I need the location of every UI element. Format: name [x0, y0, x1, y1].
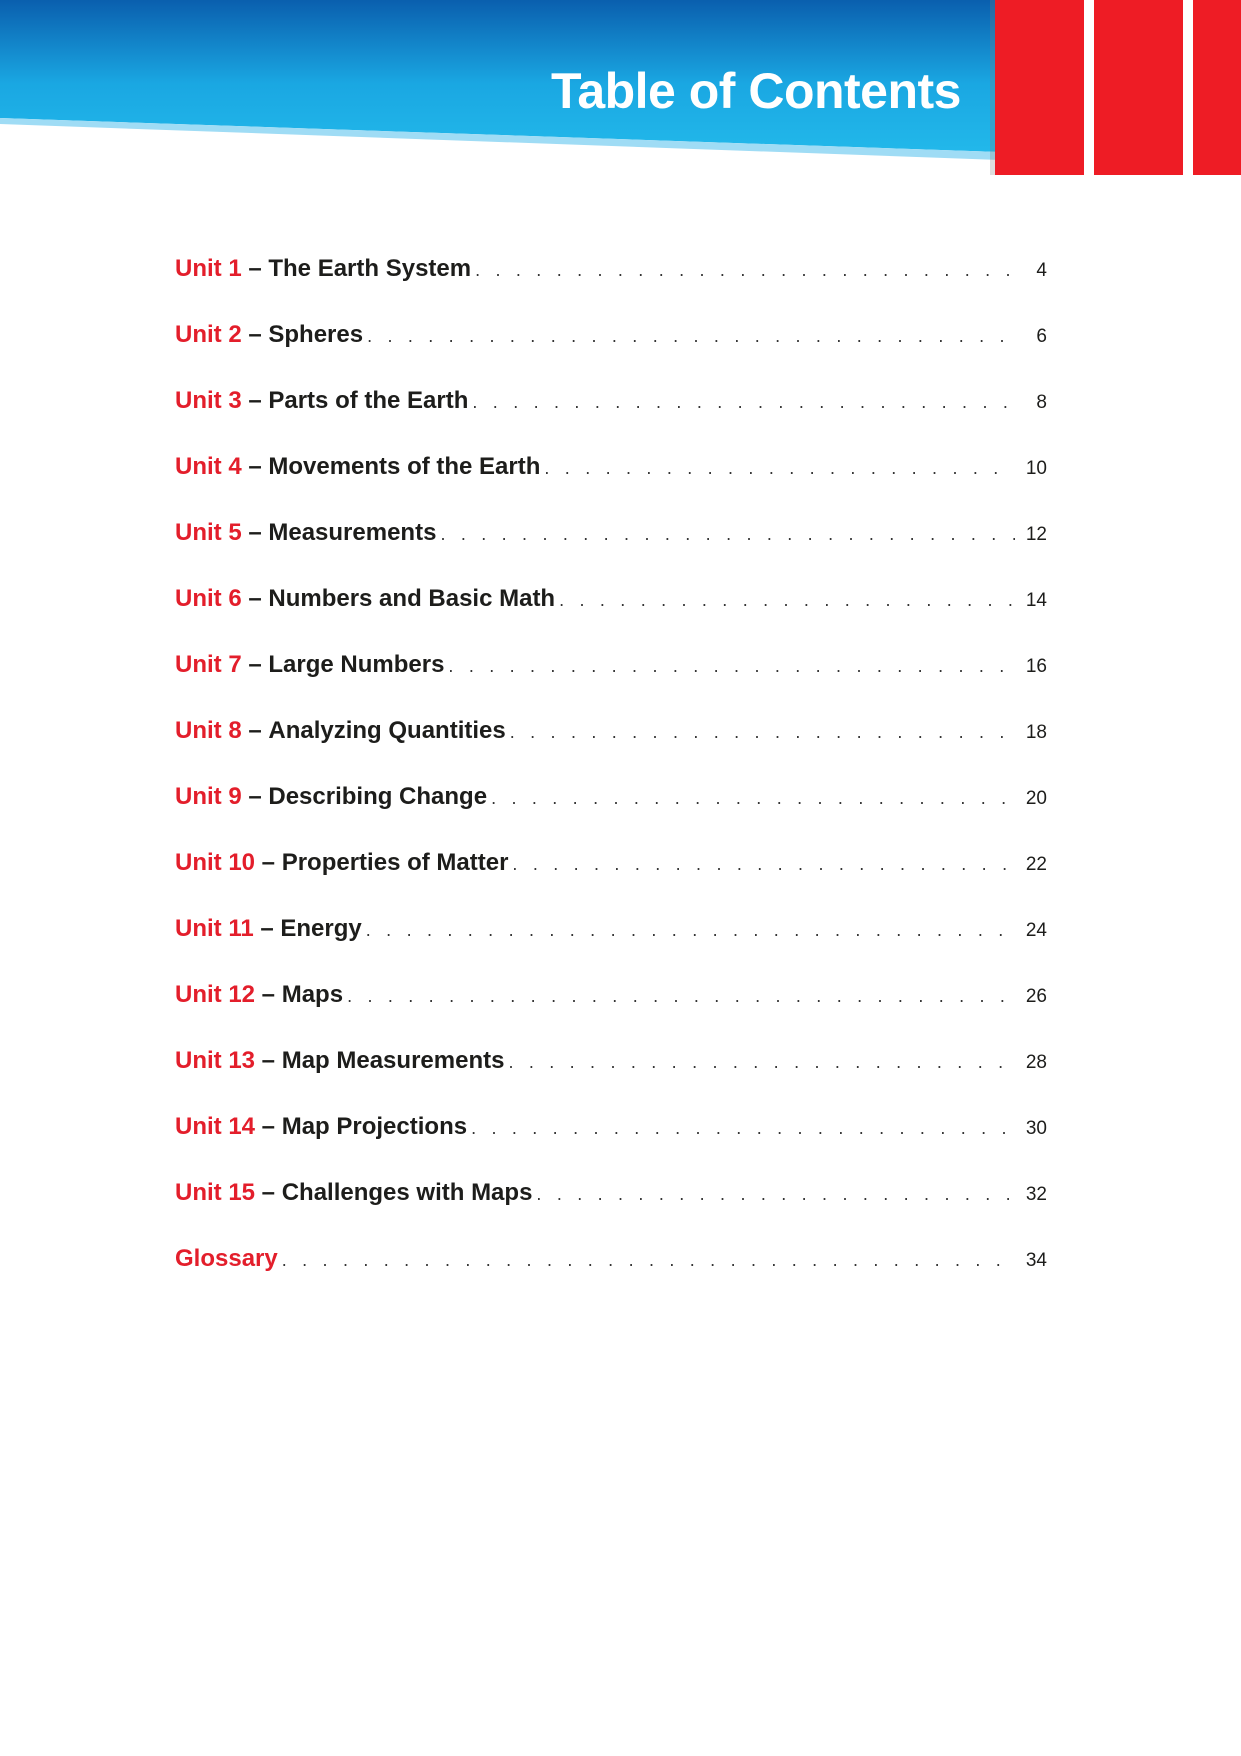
dot-leader	[512, 847, 1015, 881]
dot-leader	[536, 1177, 1015, 1211]
dot-leader	[448, 649, 1015, 683]
page-number: 24	[1025, 920, 1047, 941]
toc-entry[interactable]	[175, 846, 1047, 912]
toc-entry[interactable]	[175, 714, 1047, 780]
red-stripe-1	[995, 0, 1084, 175]
unit-title: Large Numbers	[268, 651, 445, 678]
dot-leader	[282, 1243, 1015, 1277]
dot-leader	[508, 1045, 1015, 1079]
unit-title: Spheres	[268, 321, 364, 348]
unit-separator: –	[241, 585, 269, 612]
dot-leader	[347, 979, 1015, 1013]
toc-entry-glossary[interactable]	[175, 1242, 1047, 1308]
toc-entry[interactable]	[175, 912, 1047, 978]
unit-title: Analyzing Quantities	[268, 717, 506, 744]
glossary-label: Glossary	[175, 1245, 278, 1272]
unit-separator: –	[241, 717, 269, 744]
unit-label: Unit 9	[175, 783, 242, 810]
unit-separator: –	[241, 387, 269, 414]
unit-label: Unit 14	[175, 1113, 256, 1140]
unit-label: Unit 1	[175, 255, 242, 282]
unit-label: Unit 13	[175, 1047, 256, 1074]
unit-title: Energy	[280, 915, 362, 942]
unit-label: Unit 10	[175, 849, 256, 876]
unit-title: Properties of Matter	[281, 849, 509, 876]
toc-entry[interactable]	[175, 978, 1047, 1044]
unit-separator: –	[241, 651, 269, 678]
stripe-gap-2	[1183, 0, 1193, 175]
dot-leader	[559, 583, 1015, 617]
unit-separator: –	[255, 849, 282, 876]
page-number: 32	[1025, 1184, 1047, 1205]
toc-entry[interactable]	[175, 252, 1047, 318]
dot-leader	[366, 913, 1015, 947]
unit-title: Numbers and Basic Math	[268, 585, 556, 612]
page-title: Table of Contents	[550, 63, 961, 119]
toc-entry[interactable]	[175, 450, 1047, 516]
page-number: 4	[1036, 260, 1047, 281]
page-number: 10	[1025, 458, 1047, 479]
page-number: 28	[1025, 1052, 1047, 1073]
unit-label: Unit 15	[175, 1179, 256, 1206]
dot-leader	[510, 715, 1015, 749]
page-number: 6	[1036, 326, 1047, 347]
unit-title: Describing Change	[268, 783, 488, 810]
unit-label: Unit 12	[175, 981, 256, 1008]
page-number: 22	[1025, 854, 1047, 875]
unit-separator: –	[241, 453, 269, 480]
page-number: 30	[1025, 1118, 1047, 1139]
unit-title: Map Projections	[281, 1113, 468, 1140]
unit-label: Unit 7	[175, 651, 242, 678]
toc-entry[interactable]	[175, 318, 1047, 384]
dot-leader	[471, 1111, 1015, 1145]
unit-separator: –	[241, 321, 269, 348]
toc-entry[interactable]	[175, 1110, 1047, 1176]
unit-label: Unit 6	[175, 585, 242, 612]
unit-separator: –	[253, 915, 281, 942]
page-number: 26	[1025, 986, 1047, 1007]
unit-label: Unit 8	[175, 717, 242, 744]
unit-separator: –	[255, 1113, 282, 1140]
unit-separator: –	[241, 519, 269, 546]
toc-entry[interactable]	[175, 384, 1047, 450]
unit-title: Measurements	[268, 519, 437, 546]
unit-separator: –	[241, 783, 269, 810]
dot-leader	[367, 319, 1015, 353]
unit-separator: –	[241, 255, 269, 282]
toc-entry[interactable]	[175, 1176, 1047, 1242]
red-stripe-3	[1193, 0, 1241, 175]
dot-leader	[440, 517, 1015, 551]
dot-leader	[472, 385, 1015, 419]
unit-title: Map Measurements	[281, 1047, 505, 1074]
toc-entry[interactable]	[175, 648, 1047, 714]
toc-entry[interactable]	[175, 516, 1047, 582]
page-number: 34	[1025, 1250, 1047, 1271]
stripe-gap-1	[1084, 0, 1094, 175]
page-number: 8	[1036, 392, 1047, 413]
unit-title: Movements of the Earth	[268, 453, 541, 480]
unit-label: Unit 5	[175, 519, 242, 546]
unit-title: Challenges with Maps	[281, 1179, 533, 1206]
page-number: 14	[1025, 590, 1047, 611]
dot-leader	[544, 451, 1015, 485]
unit-separator: –	[255, 1047, 282, 1074]
unit-title: The Earth System	[268, 255, 472, 282]
red-stripe-2	[1094, 0, 1183, 175]
page-number: 20	[1025, 788, 1047, 809]
unit-label: Unit 11	[175, 915, 254, 942]
unit-separator: –	[255, 981, 282, 1008]
toc-entry[interactable]	[175, 1044, 1047, 1110]
page-number: 18	[1025, 722, 1047, 743]
toc-entry[interactable]	[175, 582, 1047, 648]
unit-label: Unit 4	[175, 453, 242, 480]
unit-separator: –	[255, 1179, 282, 1206]
page-number: 12	[1025, 524, 1047, 545]
unit-label: Unit 2	[175, 321, 242, 348]
unit-title: Maps	[281, 981, 344, 1008]
unit-label: Unit 3	[175, 387, 242, 414]
unit-title: Parts of the Earth	[268, 387, 469, 414]
dot-leader	[475, 253, 1015, 287]
table-of-contents	[175, 252, 1047, 1308]
toc-entry[interactable]	[175, 780, 1047, 846]
dot-leader	[491, 781, 1015, 815]
page-header	[0, 0, 1241, 180]
page-number: 16	[1025, 656, 1047, 677]
